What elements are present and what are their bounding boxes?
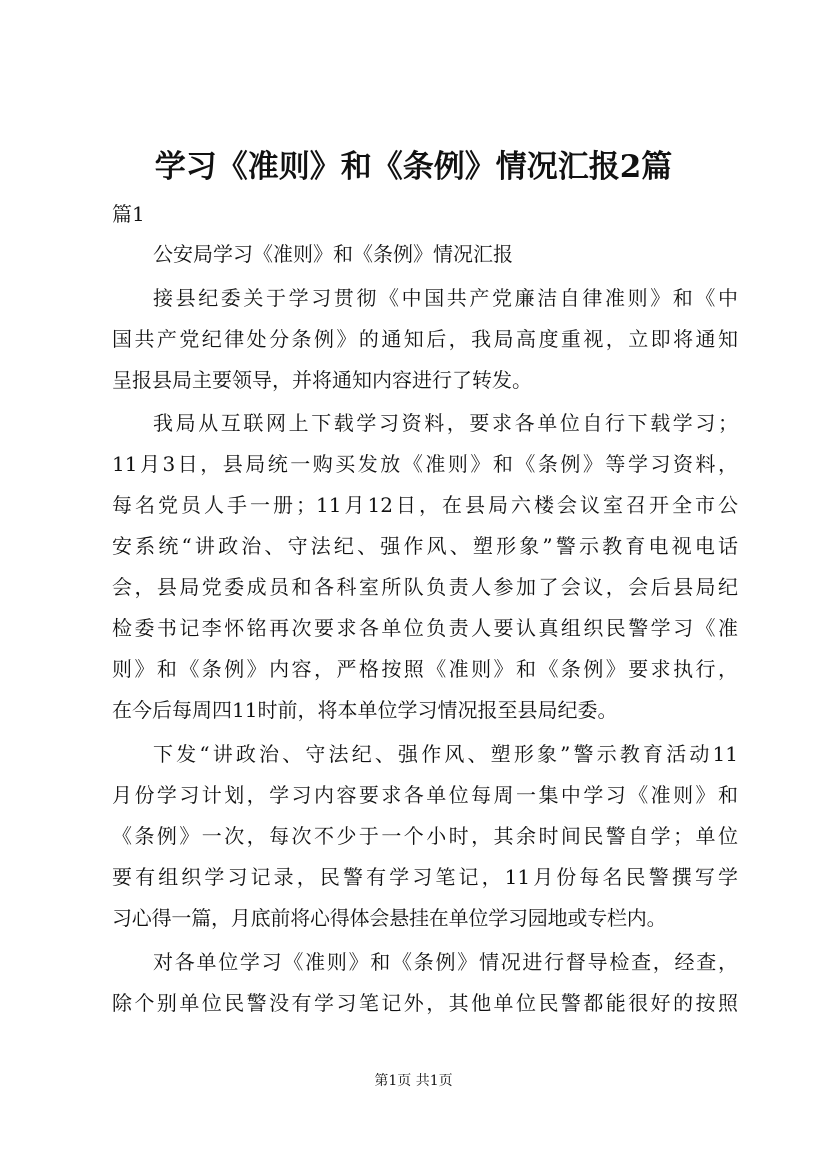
paragraph-line: 下发“讲政治、守法纪、强作风、塑形象”警示教育活动11 [153, 742, 738, 766]
paragraph-line: 《条例》一次，每次不少于一个小时，其余时间民警自学；单位 [112, 824, 738, 848]
section-label: 篇1 [112, 202, 145, 226]
paragraph-line: 习心得一篇，月底前将心得体会悬挂在单位学习园地或专栏内。 [112, 906, 667, 930]
paragraph-line: 我局从互联网上下载学习资料，要求各单位自行下载学习； [153, 411, 738, 435]
paragraph-line: 要有组织学习记录，民警有学习笔记，11月份每名民警撰写学 [112, 865, 738, 889]
paragraph-line: 安系统“讲政治、守法纪、强作风、塑形象”警示教育电视电话 [112, 534, 738, 558]
paragraph-line: 则》和《条例》内容，严格按照《准则》和《条例》要求执行， [112, 657, 738, 681]
paragraph-line: 会，县局党委成员和各科室所队负责人参加了会议，会后县局纪 [112, 575, 738, 599]
paragraph-line: 除个别单位民警没有学习笔记外，其他单位民警都能很好的按照 [112, 991, 738, 1015]
paragraph-line: 检委书记李怀铭再次要求各单位负责人要认真组织民警学习《准 [112, 616, 738, 640]
paragraph-line: 对各单位学习《准则》和《条例》情况进行督导检查，经查， [153, 950, 738, 974]
paragraph-line: 呈报县局主要领导，并将通知内容进行了转发。 [112, 368, 532, 392]
page-footer: 第1页 共1页 [374, 1073, 453, 1089]
paragraph-line: 每名党员人手一册；11月12日，在县局六楼会议室召开全市公 [112, 493, 738, 517]
paragraph-line: 在今后每周四11时前，将本单位学习情况报至县局纪委。 [112, 698, 618, 722]
document-title: 学习《准则》和《条例》情况汇报2篇 [154, 149, 673, 185]
paragraph-line: 国共产党纪律处分条例》的通知后，我局高度重视，立即将通知 [112, 327, 738, 351]
paragraph-line: 接县纪委关于学习贯彻《中国共产党廉洁自律准则》和《中 [153, 286, 738, 310]
paragraph-line: 11月3日，县局统一购买发放《准则》和《条例》等学习资料， [112, 452, 738, 476]
report-subtitle: 公安局学习《准则》和《条例》情况汇报 [153, 242, 513, 266]
paragraph-line: 月份学习计划，学习内容要求各单位每周一集中学习《准则》和 [112, 783, 738, 807]
